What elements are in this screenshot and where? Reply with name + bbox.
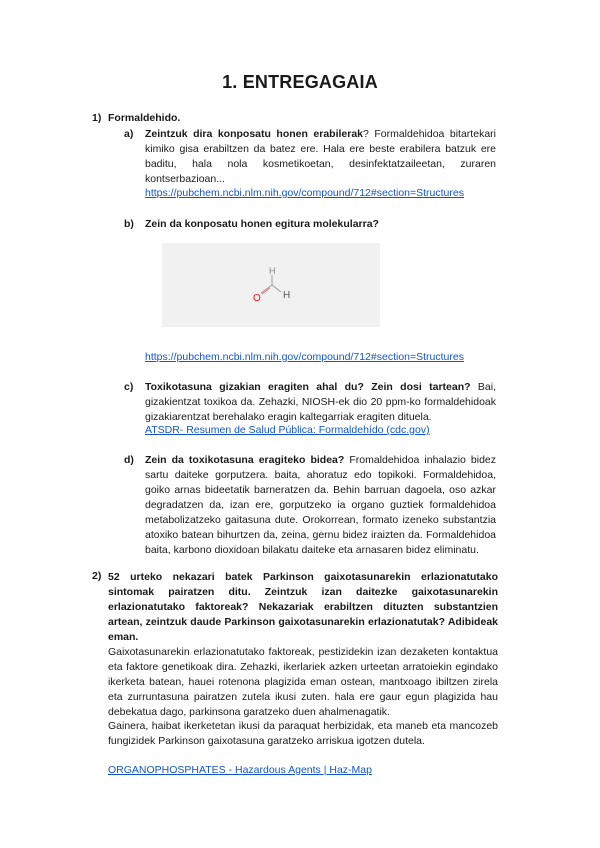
q1c-link[interactable]: ATSDR- Resumen de Salud Pública: Formaldehído (cdc.gov) <box>145 424 430 436</box>
q1a-item <box>124 127 496 187</box>
q1a-question: Zeintzuk dira konposatu honen erabilerak <box>145 128 364 140</box>
q2-paragraph-1: Gaixotasunarekin erlazionatutako faktoreak, pestizidekin izan dezaketen kontaktua eta faktore genetikoak dira. Zehazki, ikerlariek azken urteetan arratoiekin egindako ikerketa batean, hauei rotenona plagizida eman ostean, mantxoago ibiltzen zirela eta zurruntasuna pairatzen zutela ikusi zuten. hala ere gaur egun plagizida hau debekatua dago, parkinsona garatzeko duen ahalmenagatik. <box>108 646 498 718</box>
atom-o: O <box>253 293 261 304</box>
q1c-answer: Bai, gizakientzat toxikoa da. Zehazki, NIOSH-ek dio 20 ppm-ko formaldehidoak gizakiarentzat berehalako eragin kaltegarriak eragiten dituela. <box>145 381 496 423</box>
q1b-item <box>124 217 496 232</box>
q1c-question: Toxikotasuna gizakian eragiten ahal du? Zein dosi tartean? <box>145 381 471 393</box>
q1d-answer: Fromaldehidoa inhalazio bidez sartu daiteke gorputzera. baita, ahoratuz edo topikoki. Formaldehidoa, goiko arnas bideetatik barneratzen da. Behin barruan dagoela, oso azkar degradatzen da, izan ere, gorputzeko ia organo guztiek formaldehidoa metabolizatzeko gaitasuna dute. Orokorrean, formato izeneko substantzia atoxiko batean bihurtzen da, zeina, gernu bidez iraizten da. Formaldehidoa baita, karbono dioxidoan bilakatu daiteke eta arnasaren bidez eliminatu. <box>145 454 497 556</box>
q1c-label: c) <box>124 381 134 393</box>
q1d-label: d) <box>124 454 134 466</box>
q2-paragraph-2: Gainera, haibat ikerketetan ikusi da paraquat herbizidak, eta maneb eta mancozeb fungizidek Parkinson gaixotasuna garatzeko arriskua igotzen dutela. <box>108 720 498 747</box>
q1d-question: Zein da toxikotasuna eragiteko bidea? <box>145 454 345 466</box>
q1b-question: Zein da konposatu honen egitura molekularra? <box>145 218 379 230</box>
formaldehyde-structure <box>162 243 380 327</box>
atom-h-top: H <box>269 266 276 276</box>
q1a-answer: ? Formaldehidoa bitartekari kimiko gisa erabiltzen da batez ere. Hala ere beste erabilera batzuk ere baditu, hala nola kosmetikoetan, desinfektatzaileetan, zuraren kontserbazioan... <box>145 128 496 185</box>
q1d-item <box>124 453 496 558</box>
q1a-link[interactable]: https://pubchem.ncbi.nlm.nih.gov/compound/712#section=Structures <box>145 187 464 199</box>
bond-c-o-1 <box>261 285 272 293</box>
page-title: 1. ENTREGAGAIA <box>222 72 378 92</box>
q1b-link[interactable]: https://pubchem.ncbi.nlm.nih.gov/compound/712#section=Structures <box>145 351 464 363</box>
q1c-item <box>124 380 496 425</box>
q2-link[interactable]: ORGANOPHOSPHATES - Hazardous Agents | Haz-Map <box>108 764 372 776</box>
molecule-structure-image <box>162 243 380 327</box>
q2-title: 52 urteko nekazari batek Parkinson gaixotasunarekin erlazionatutako sintomak pairatzen ditu. Zeintzuk izan daitezke gaixotasunarekin erlazionatutako faktoreak? Nekazariak erabiltzen dituzten substantzien artean, zeintzuk daude Parkinson gaixotasunarekin erlazionatutak? Adibideak eman. <box>108 571 498 643</box>
q1-number: 1) <box>92 112 102 124</box>
atom-h-right: H <box>283 290 291 301</box>
q1b-label: b) <box>124 218 134 230</box>
bond-c-h2 <box>272 285 281 292</box>
q1-title: Formaldehido. <box>108 112 181 124</box>
q2-number: 2) <box>92 570 102 582</box>
q1a-label: a) <box>124 128 134 140</box>
